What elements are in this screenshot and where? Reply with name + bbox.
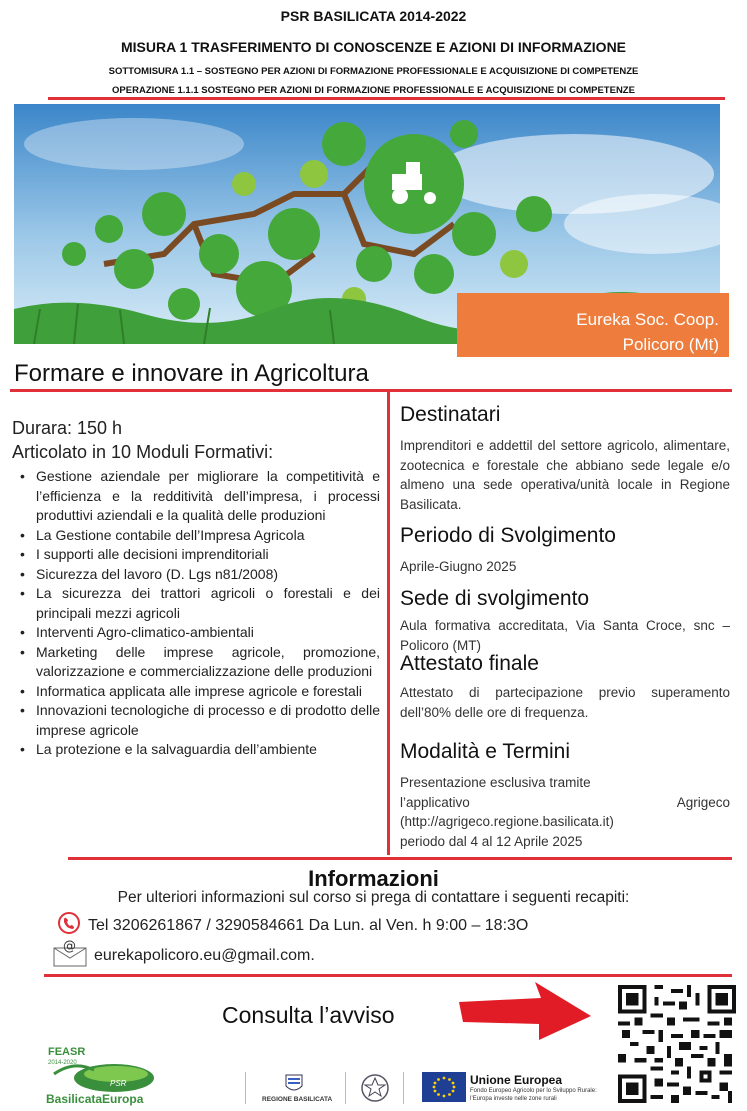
periodo-body: Aprile-Giugno 2025 [400,559,517,574]
organization-box [457,293,729,357]
feasr-psr: PSR [110,1079,127,1088]
info-title: Informazioni [308,866,439,891]
info-divider [68,857,732,860]
modalita-line [400,793,730,813]
feasr-title: FEASR [48,1046,86,1058]
org-city: Policoro (Mt) [622,335,719,354]
modalita-title: Modalità e Termini [400,740,571,763]
module-item: • La protezione e la salvaguardia dell’ambiente [12,740,380,760]
destinatari-title: Destinatari [400,403,501,426]
info-subtitle: Per ulteriori informazioni sul corso si prega di contattare i seguenti recapiti: [117,889,630,906]
module-item: • La sicurezza dei trattori agricoli o forestali e dei principali mezzi agricoli [12,584,380,623]
header-line-4: OPERAZIONE 1.1.1 SOSTEGNO PER AZIONI DI FORMAZIONE PROFESSIONALE E ACQUISIZIONE DI COMPETENZE [112,85,635,96]
attestato-body: Attestato di partecipazione previo superamento dell’80% delle ore di frequenza. [400,685,730,720]
header-line-2: MISURA 1 TRASFERIMENTO DI CONOSCENZE E AZIONI DI INFORMAZIONE [120,39,627,55]
modalita-text: l’applicativo [400,794,470,810]
eu-subtitle: l’Europa investe nelle zone rurali [470,1096,557,1102]
envelope-icon [52,938,88,973]
module-item: • La Gestione contabile dell’Impresa Agricola [12,526,380,546]
header-divider [48,97,725,100]
consulta-avviso: Consulta l’avviso [222,1002,395,1028]
qr-code[interactable] [618,985,736,1108]
module-item: • Interventi Agro-climatico-ambientali [12,623,380,643]
modules-list [12,467,380,760]
header-line-1: PSR BASILICATA 2014-2022 [280,8,467,24]
module-item: • Innovazioni tecnologiche di processo e di prodotto delle imprese agricole [12,701,380,740]
feasr-years: 2014-2020 [48,1060,77,1066]
title-divider [10,389,732,392]
modalita-period: periodo dal 4 al 12 Aprile 2025 [400,833,583,849]
module-item: • Gestione aziendale per migliorare la competitività e l’efficienza e la redditività dell’impresa, i processi produttivi aziendali e la qualità delle produzioni [12,467,380,526]
logo-separator [245,1072,246,1104]
agrigeco-label: Agrigeco [676,794,730,810]
main-title: Formare e innovare in Agricoltura [14,360,369,387]
module-item: • Sicurezza del lavoro (D. Lgs n81/2008) [12,565,380,585]
sede-title: Sede di svolgimento [400,587,590,610]
left-column [12,418,380,760]
attestato-title: Attestato finale [400,652,539,675]
eu-flag-icon [422,1072,466,1107]
eu-subtitle: Fondo Europeo Agricolo per lo Sviluppo Rurale: [470,1088,597,1094]
email-text[interactable]: eurekapolicoro.eu@gmail.com. [94,946,315,964]
logo-separator [403,1072,404,1104]
module-item: • Marketing delle imprese agricole, promozione, valorizzazione e commercializzazione delle produzioni [12,643,380,682]
footer-divider [44,974,732,977]
module-item: • Informatica applicata alle imprese agricole e forestali [12,682,380,702]
modalita-body [400,773,730,851]
red-arrow-icon [455,980,595,1047]
regione-label: REGIONE BASILICATA [262,1096,333,1103]
modules-heading: Articolato in 10 Moduli Formativi: [12,442,274,462]
org-name: Eureka Soc. Coop. [576,310,719,329]
sede-body: Aula formativa accreditata, Via Santa Croce, snc – Policoro (MT) [400,618,730,653]
module-item: • I supporti alle decisioni imprenditoriali [12,545,380,565]
header-line-3: SOTTOMISURA 1.1 – SOSTEGNO PER AZIONI DI FORMAZIONE PROFESSIONALE E ACQUISIZIONE DI COMPETENZE [108,66,639,77]
email-row [52,938,315,973]
italy-emblem [360,1072,390,1109]
phone-text[interactable]: Tel 3206261867 / 3290584661 Da Lun. al Ven. h 9:00 – 18:3O [88,916,529,934]
feasr-name: BasilicataEuropa [46,1092,144,1106]
phone-row [56,912,528,939]
agrigeco-url[interactable]: (http://agrigeco.regione.basilicata.it) [400,814,614,829]
destinatari-body: Imprenditori e addettil del settore agricolo, alimentare, zootecnica e forestale che abbiano sede legale e/o almeno una sede operativa/unità locale in Regione Basilicata. [400,438,730,512]
logo-separator [345,1072,346,1104]
svg-text:@: @ [63,939,76,954]
periodo-title: Periodo di Svolgimento [400,524,616,547]
column-divider [387,392,390,855]
telephone-icon [56,912,82,939]
duration: Durara: 150 h [12,418,123,438]
eu-name: Unione Europea [470,1073,563,1087]
modalita-line: Presentazione esclusiva tramite [400,775,591,790]
